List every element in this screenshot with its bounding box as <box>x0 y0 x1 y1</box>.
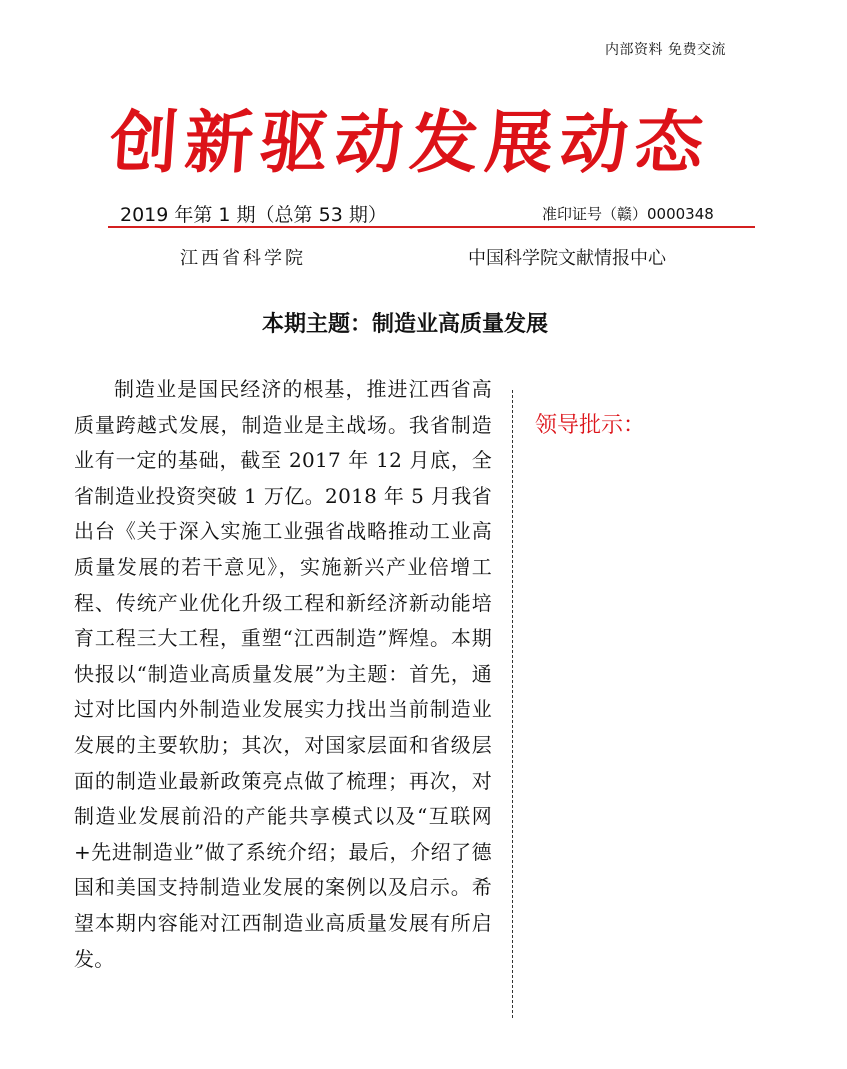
column-dashed-divider <box>512 390 513 1018</box>
organization-left: 江西省科学院 <box>180 248 306 269</box>
leader-instruction-label: 领导批示： <box>535 413 646 438</box>
introduction-paragraph: 制造业是国民经济的根基，推进江西省高质量跨越式发展，制造业是主战场。我省制造业有一定的基础，截至 2017 年 12 月底，全省制造业投资突破 1 万亿。2018 年 5 月我省出台《关于深入实施工业强省战略推动工业高质量发展的若干意见》，实施新兴产业倍增工程、传统产业优化升级工程和新经济新动能培育工程三大工程，重塑“江西制造”辉煌。本期快报以“制造业高质量发展”为主题：首先，通过对比国内外制造业发展实力找出当前制造业发展的主要软肋；其次，对国家层面和省级层面的制造业最新政策亮点做了梳理；再次，对制造业发展前沿的产能共享模式以及“互联网+先进制造业”做了系统介绍；最后，介绍了德国和美国支持制造业发展的案例以及启示。希望本期内容能对江西制造业高质量发展有所启发。 <box>74 377 492 971</box>
printing-permit-number: 准印证号（赣）0000348 <box>542 205 714 223</box>
header-divider-rule <box>108 226 755 228</box>
issue-number: 2019 年第 1 期（总第 53 期） <box>120 204 387 226</box>
issue-theme-heading: 本期主题：制造业高质量发展 <box>262 312 549 337</box>
internal-distribution-note: 内部资料 免费交流 <box>605 42 726 58</box>
publication-masthead: 创新驱动发展动态 <box>107 103 713 183</box>
organization-right: 中国科学院文献情报中心 <box>468 248 666 269</box>
